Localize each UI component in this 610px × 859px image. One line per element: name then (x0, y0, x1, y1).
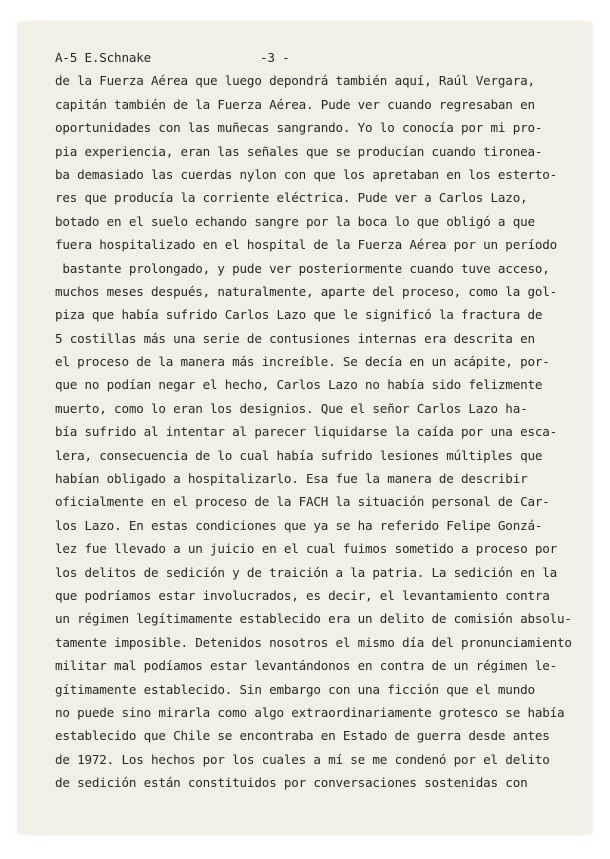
text-line: militar mal podíamos estar levantándonos en contra de un régimen le- (55, 658, 557, 674)
text-line: botado en el suelo echando sangre por la boca lo que obligó a que (55, 213, 535, 229)
text-line: de la Fuerza Aérea que luego depondrá también aquí, Raúl Vergara, (55, 73, 535, 89)
text-line: muchos meses después, naturalmente, aparte del proceso, como la gol- (55, 283, 557, 299)
text-line: bía sufrido al intentar al parecer liquidarse la caída por una esca- (55, 424, 557, 440)
text-line: fuera hospitalizado en el hospital de la Fuerza Aérea por un período (55, 237, 557, 253)
text-line: los delitos de sedición y de traición a la patria. La sedición en la (55, 564, 557, 580)
text-line: que podríamos estar involucrados, es decir, el levantamiento contra (55, 587, 550, 603)
text-line: el proceso de la manera más increíble. Se decía en un acápite, por- (55, 354, 550, 370)
text-line: los Lazo. En estas condiciones que ya se ha referido Felipe Gonzá- (55, 517, 543, 533)
text-line: tamente imposible. Detenidos nosotros el mismo día del pronunciamiento (55, 634, 572, 650)
header-reference: A-5 E.Schnake (55, 50, 151, 65)
text-line: lera, consecuencia de lo cual había sufrido lesiones múltiples que (55, 447, 543, 463)
document-body (55, 46, 575, 795)
text-line: gítimamente establecido. Sin embargo con una ficción que el mundo (55, 681, 535, 697)
text-line: lez fue llevado a un juicio en el cual fuimos sometido a proceso por (55, 541, 557, 557)
text-line: piza que había sufrido Carlos Lazo que le significó la fractura de (55, 307, 543, 323)
text-line: habían obligado a hospitalizarlo. Esa fue la manera de describir (55, 471, 528, 487)
text-line: muerto, como lo eran los designios. Que el señor Carlos Lazo ha- (55, 400, 528, 416)
text-line: capitán también de la Fuerza Aérea. Pude ver cuando regresaban en (55, 96, 535, 112)
text-line: un régimen legítimamente establecido era un delito de comisión absolu- (55, 611, 572, 627)
text-line: establecido que Chile se encontraba en Estado de guerra desde antes (55, 728, 550, 744)
text-line: no puede sino mirarla como algo extraordinariamente grotesco se había (55, 704, 565, 720)
text-line: bastante prolongado, y pude ver posteriormente cuando tuve acceso, (55, 260, 550, 276)
text-line: de 1972. Los hechos por los cuales a mí se me condenó por el delito (55, 751, 550, 767)
text-line: oficialmente en el proceso de la FACH la situación personal de Car- (55, 494, 550, 510)
text-line: que no podían negar el hecho, Carlos Lazo no había sido felizmente (55, 377, 543, 393)
page-header (55, 46, 575, 69)
text-line: pia experiencia, eran las señales que se producían cuando tironea- (55, 143, 543, 159)
text-line: 5 costillas más una serie de contusiones internas era descrita en (55, 330, 535, 346)
text-line: oportunidades con las muñecas sangrando. Yo lo conocía por mi pro- (55, 120, 543, 136)
text-line: de sedición están constituidos por conversaciones sostenidas con (55, 775, 528, 791)
text-line: ba demasiado las cuerdas nylon con que los apretaban en los esterto- (55, 166, 557, 182)
text-line: res que producía la corriente eléctrica. Pude ver a Carlos Lazo, (55, 190, 528, 206)
page-number: -3 - (260, 50, 290, 65)
